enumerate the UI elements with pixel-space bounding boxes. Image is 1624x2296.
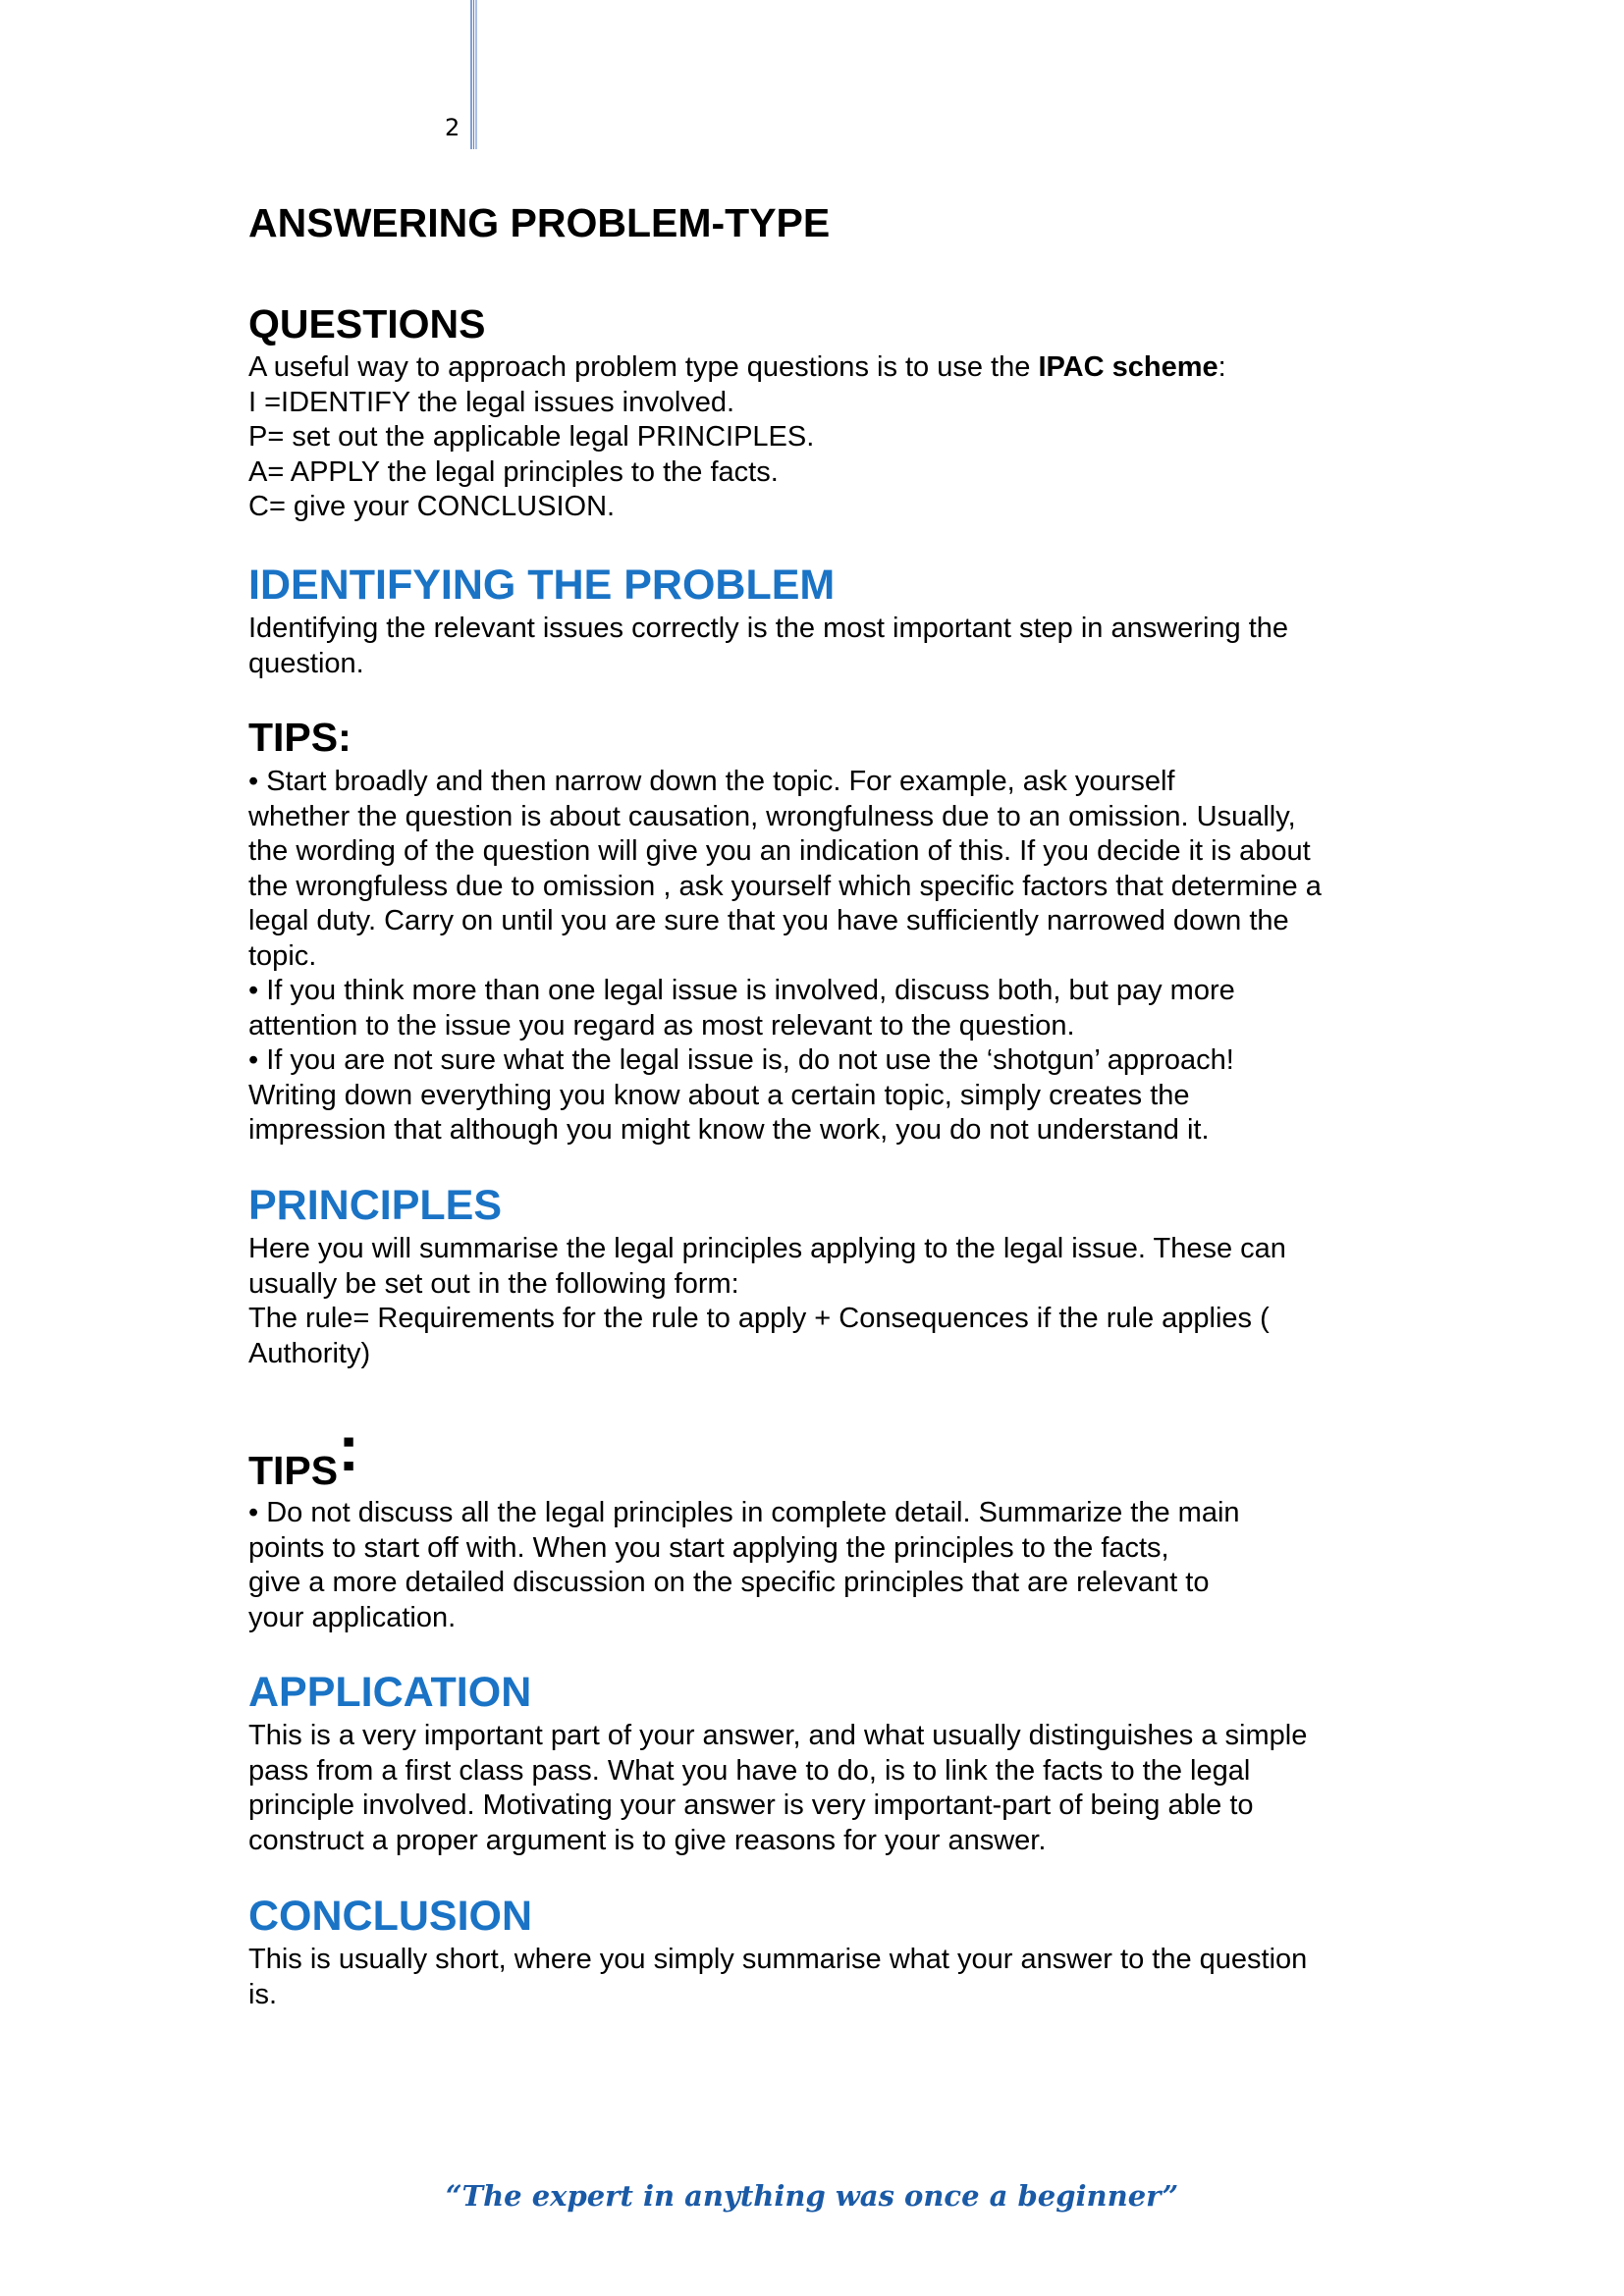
principles-paragraph (248, 1232, 1286, 1371)
intro-section (248, 350, 1226, 525)
tips-heading-colon: : (338, 715, 352, 760)
conclusion-heading: CONCLUSION (248, 1893, 533, 1940)
paragraph-line: is. (248, 1978, 277, 2010)
tip-line: the wording of the question will give you an indication of this. If you decide it is about (248, 835, 1311, 867)
paragraph-line: This is usually short, where you simply summarise what your answer to the question (248, 1944, 1308, 1975)
ipac-scheme-bold: IPAC scheme (1038, 351, 1218, 383)
paragraph-line: Here you will summarise the legal principles applying to the legal issue. These can (248, 1233, 1286, 1264)
intro-prefix: A useful way to approach problem type questions is to use the (248, 351, 1039, 383)
application-heading: APPLICATION (248, 1669, 532, 1716)
paragraph-line: The rule= Requirements for the rule to apply + Consequences if the rule applies ( (248, 1303, 1270, 1334)
tip-line: legal duty. Carry on until you are sure that you have sufficiently narrowed down the (248, 905, 1289, 936)
intro-item-i: I =IDENTIFY the legal issues involved. (248, 386, 735, 418)
tip-line: points to start off with. When you start applying the principles to the facts, (248, 1531, 1169, 1564)
tip-line: impression that although you might know the work, you do not understand it. (248, 1114, 1210, 1146)
page-number: 2 (445, 114, 460, 141)
tip-line: whether the question is about causation, wrongfulness due to an omission. Usually, (248, 800, 1296, 832)
intro-item-c: C= give your CONCLUSION. (248, 491, 616, 522)
tips-heading-2 (248, 1412, 360, 1494)
application-paragraph (248, 1719, 1307, 1858)
intro-item-p: P= set out the applicable legal PRINCIPLES. (248, 421, 815, 453)
page-title-line-2: QUESTIONS (248, 301, 486, 347)
paragraph-line: question. (248, 647, 364, 679)
tip-line: the wrongfuless due to omission , ask yourself which specific factors that determine a (248, 870, 1322, 902)
footer-quote: “The expert in anything was once a beginner” (445, 2179, 1179, 2213)
tips-heading-1 (248, 714, 352, 761)
identifying-paragraph (248, 612, 1288, 681)
page-title-line-1: ANSWERING PROBLEM-TYPE (248, 200, 831, 245)
tips-2-list (248, 1496, 1240, 1635)
tips-1-list (248, 765, 1322, 1148)
tips-heading-text: TIPS (248, 715, 339, 760)
intro-item-a: A= APPLY the legal principles to the facts. (248, 455, 779, 488)
tip-line: • If you are not sure what the legal issue is, do not use the ‘shotgun’ approach! (248, 1044, 1234, 1076)
tip-line: give a more detailed discussion on the specific principles that are relevant to (248, 1567, 1210, 1598)
principles-heading: PRINCIPLES (248, 1182, 503, 1229)
tips-heading-text: TIPS (248, 1448, 339, 1493)
paragraph-line: principle involved. Motivating your answer is very important-part of being able to (248, 1789, 1254, 1821)
identifying-heading: IDENTIFYING THE PROBLEM (248, 561, 836, 609)
tip-line: Writing down everything you know about a certain topic, simply creates the (248, 1079, 1190, 1111)
paragraph-line: pass from a first class pass. What you have to do, is to link the facts to the legal (248, 1754, 1251, 1787)
paragraph-line: construct a proper argument is to give reasons for your answer. (248, 1824, 1047, 1856)
paragraph-line: This is a very important part of your answer, and what usually distinguishes a simple (248, 1720, 1308, 1751)
tip-line: • Do not discuss all the legal principles in complete detail. Summarize the main (248, 1497, 1240, 1528)
intro-suffix: : (1218, 351, 1226, 383)
tip-line: your application. (248, 1601, 457, 1633)
tip-line: • Start broadly and then narrow down the topic. For example, ask yourself (248, 766, 1175, 797)
intro-sentence (248, 350, 1226, 386)
tips-heading-colon: : (338, 1412, 360, 1484)
tip-line: attention to the issue you regard as most relevant to the question. (248, 1009, 1075, 1041)
tip-line: • If you think more than one legal issue is involved, discuss both, but pay more (248, 975, 1235, 1006)
tip-line: topic. (248, 939, 317, 972)
paragraph-line: Identifying the relevant issues correctly is the most important step in answering the (248, 613, 1289, 644)
paragraph-line: Authority) (248, 1337, 371, 1369)
conclusion-paragraph (248, 1943, 1307, 2012)
header-vertical-rule (470, 0, 477, 149)
paragraph-line: usually be set out in the following form: (248, 1267, 739, 1300)
